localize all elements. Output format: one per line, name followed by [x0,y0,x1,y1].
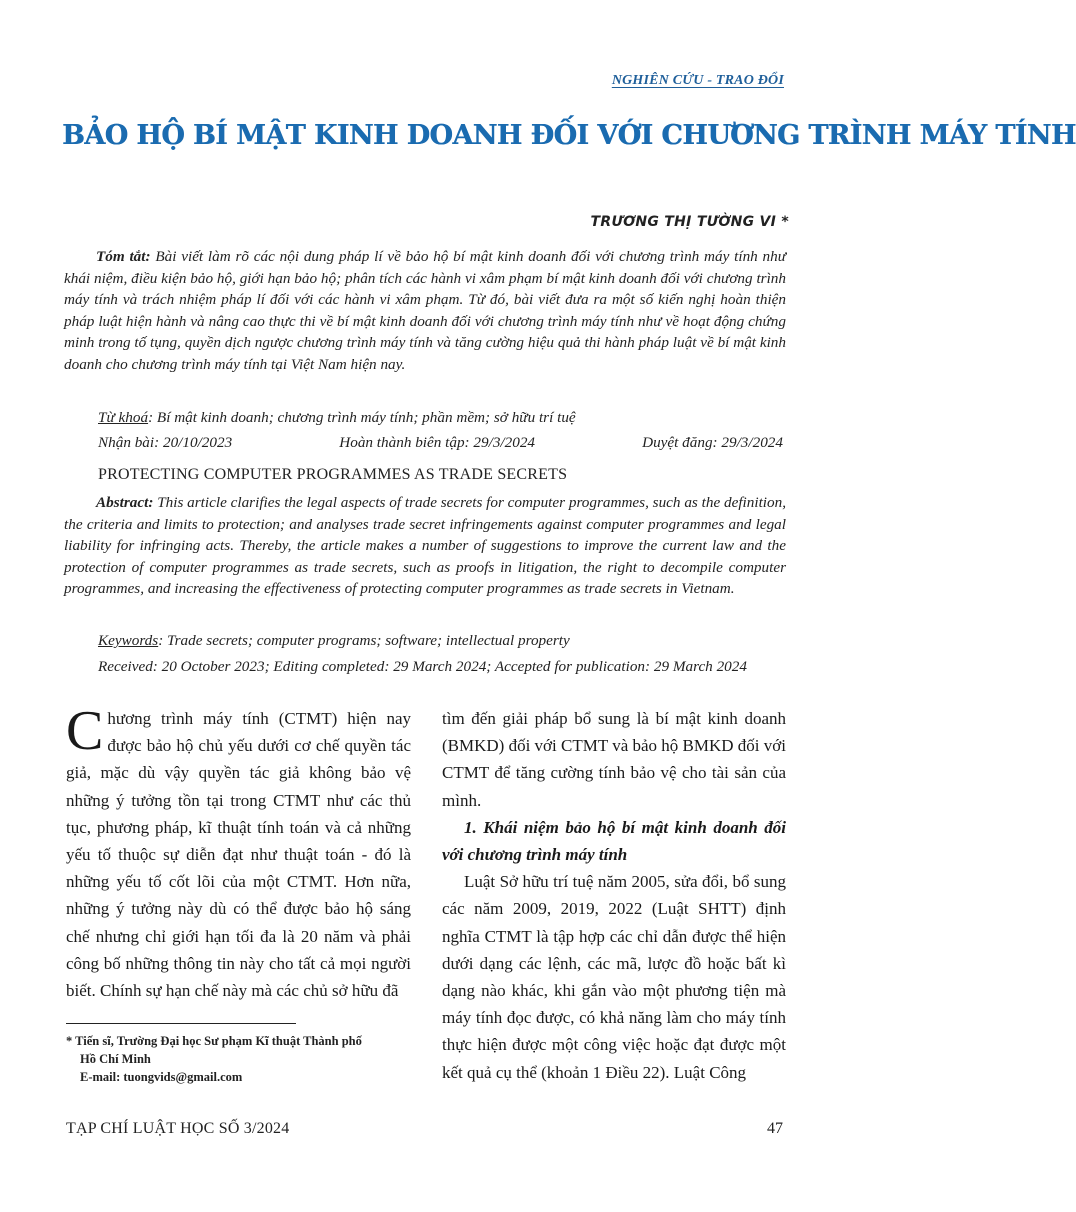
en-dates: Received: 20 October 2023; Editing completed: 29 March 2024; Accepted for publication: 29 March 2024 [98,658,747,675]
edited-date: Hoàn thành biên tập: 29/3/2024 [339,434,536,451]
vi-keywords-text: : Bí mật kinh doanh; chương trình máy tính; phần mềm; sở hữu trí tuệ [148,409,576,426]
journal-name: TẠP CHÍ LUẬT HỌC SỐ 3/2024 [66,1120,290,1137]
page-number: 47 [767,1120,783,1137]
footnote-divider [66,1023,296,1024]
received-date: Nhận bài: 20/10/2023 [98,434,233,451]
footnote-affiliation: * Tiến sĩ, Trường Đại học Sư phạm Kĩ thuật Thành phố [66,1034,362,1048]
body-right-paragraph-1: tìm đến giải pháp bổ sung là bí mật kinh doanh (BMKD) đối với CTMT và bảo hộ BMKD đối với CTMT để tăng cường tính bảo vệ cho tài sản của mình. [442,709,786,810]
vi-abstract-text: Bài viết làm rõ các nội dung pháp lí về bảo hộ bí mật kinh doanh đối với chương trình máy tính như khái niệm, điều kiện bảo hộ, giới hạn bảo hộ; phân tích các hành vi xâm phạm bí mật kinh doanh đối với chương trình máy tính và trách nhiệm pháp lí đối với các hành vi xâm phạm. Từ đó, bài viết đưa ra một số kiến nghị hoàn thiện pháp luật hiện hành và nâng cao thực thi về bí mật kinh doanh đối với chương trình máy tính như về hoạt động chứng minh trong tố tụng, quyền dịch ngược chương trình máy tính và tăng cường hiệu quả thi hành pháp luật về bí mật kinh doanh cho chương trình máy tính tại Việt Nam hiện nay. [64,248,787,373]
en-title: PROTECTING COMPUTER PROGRAMMES AS TRADE SECRETS [98,466,568,483]
vi-keywords [98,407,788,429]
section-label: NGHIÊN CỨU - TRAO ĐỔI [611,73,784,88]
en-keywords-text: : Trade secrets; computer programs; software; intellectual property [158,632,570,649]
vi-abstract [64,246,786,376]
en-abstract-label: Abstract: [96,494,154,511]
vi-dates [98,434,783,452]
body-left-column [66,700,411,1004]
en-abstract [64,492,786,600]
author-name: TRƯƠNG THỊ TƯỜNG VI * [590,214,789,230]
footnote [66,1032,416,1086]
approved-date: Duyệt đăng: 29/3/2024 [642,434,783,451]
en-abstract-text: This article clarifies the legal aspects of trade secrets for computer programmes, such as the definition, the criteria and limits to protection; and analyses trade secret infringements against computer programmes and legal liability for infringing acts. Thereby, the article makes a number of suggestions to improve the current law and the protection of computer programmes as trade secrets, such as proofs in litigation, the right to decompile computer programmes, and increasing the effectiveness of protecting computer programmes as trade secrets in Vietnam. [64,494,786,598]
section-heading: 1. Khái niệm bảo hộ bí mật kinh doanh đối với chương trình máy tính [442,817,786,865]
body-right-column [442,705,786,1086]
vi-abstract-label: Tóm tắt: [96,248,151,265]
en-keywords-label: Keywords [98,632,159,649]
drop-cap: C [66,700,104,762]
footnote-email: E-mail: tuongvids@gmail.com [80,1070,243,1084]
footnote-city: Hồ Chí Minh [80,1052,151,1066]
vi-keywords-label: Từ khoá [98,409,149,426]
body-right-paragraph-2: Luật Sở hữu trí tuệ năm 2005, sửa đổi, bổ sung các năm 2009, 2019, 2022 (Luật SHTT) định nghĩa CTMT là tập hợp các chỉ dẫn được thể hiện dưới dạng các lệnh, các mã, lược đồ hoặc bất kì dạng nào khác, khi gắn vào một phương tiện mà máy tính đọc được, có khả năng làm cho máy tính thực hiện được một công việc hoặc đạt được một kết quả cụ thể (khoản 1 Điều 22). Luật Công [442,872,786,1082]
body-left-text: hương trình máy tính (CTMT) hiện nay được bảo hộ chủ yếu dưới cơ chế quyền tác giả, mặc dù vậy quyền tác giả không bảo vệ những ý tưởng tồn tại trong CTMT như các thủ tục, phương pháp, kĩ thuật tính toán và cả những yếu tố thuộc sự diễn đạt như thuật toán - đó là những yếu tố cốt lõi của một CTMT. Hơn nữa, những ý tưởng này dù có thể được bảo hộ sáng chế nhưng chỉ giới hạn tối đa là 20 năm và phải công bố những thông tin này cho tất cả mọi người biết. Chính sự hạn chế này mà các chủ sở hữu đã [66,709,411,1001]
en-keywords [98,630,788,652]
article-title: BẢO HỘ BÍ MẬT KINH DOANH ĐỐI VỚI CHƯƠNG TRÌNH MÁY TÍNH [62,120,1076,151]
